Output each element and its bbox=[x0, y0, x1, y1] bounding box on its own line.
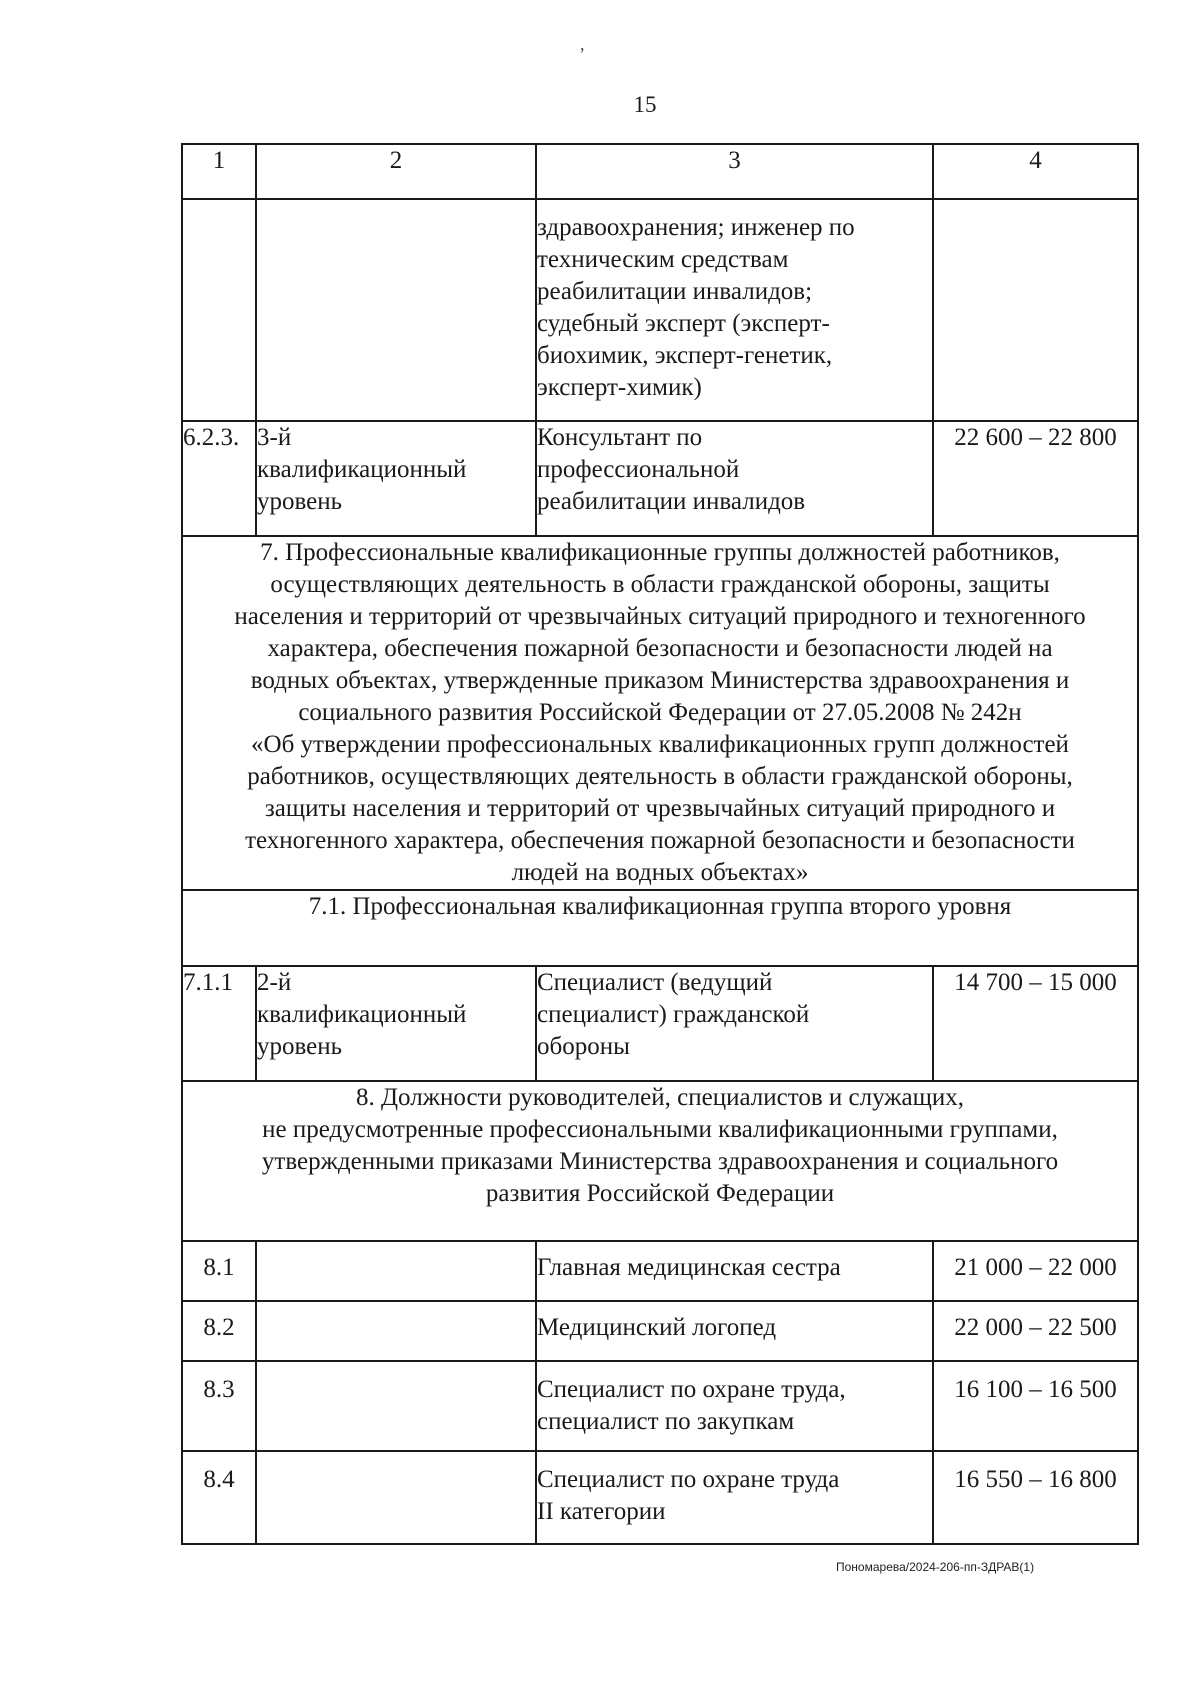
empty-cell bbox=[182, 199, 256, 421]
table-header-row bbox=[182, 144, 1138, 199]
item-number: 8.1 bbox=[182, 1241, 256, 1301]
empty-cell bbox=[256, 1361, 536, 1451]
empty-cell bbox=[256, 199, 536, 421]
position-cell: Специалист (ведущий специалист) гражданской обороны bbox=[536, 966, 933, 1081]
position-cell: Специалист по охране труда II категории bbox=[536, 1451, 933, 1544]
section-row bbox=[182, 890, 1138, 966]
empty-cell bbox=[256, 1451, 536, 1544]
scan-mark: , bbox=[580, 34, 585, 54]
position-cell: Медицинский логопед bbox=[536, 1301, 933, 1361]
empty-cell bbox=[933, 199, 1138, 421]
header-cell-1: 1 bbox=[182, 144, 256, 199]
section-7-heading: 7. Профессиональные квалификационные группы должностей работников, осуществляющих деятельность в области гражданской обороны, защиты населения и территорий от чрезвычайных ситуаций природного и техногенного характера, обеспечения пожарной безопасности и безопасности людей на водных объектах, утвержденные приказом Министерства здравоохранения и социального развития Российской Федерации от 27.05.2008 № 242н «Об утверждении профессиональных квалификационных групп должностей работников, осуществляющих деятельность в области гражданской обороны, защиты населения и территорий от чрезвычайных ситуаций природного и техногенного характера, обеспечения пожарной безопасности и безопасности людей на водных объектах» bbox=[182, 536, 1138, 890]
salary-table bbox=[181, 143, 1139, 1545]
salary-range: 21 000 – 22 000 bbox=[933, 1241, 1138, 1301]
salary-range: 14 700 – 15 000 bbox=[933, 966, 1138, 1081]
item-number: 8.2 bbox=[182, 1301, 256, 1361]
salary-range: 22 600 – 22 800 bbox=[933, 421, 1138, 536]
section-row bbox=[182, 536, 1138, 890]
empty-cell bbox=[256, 1241, 536, 1301]
header-cell-3: 3 bbox=[536, 144, 933, 199]
table-row bbox=[182, 1241, 1138, 1301]
empty-cell bbox=[256, 1301, 536, 1361]
position-cell: здравоохранения; инженер по техническим средствам реабилитации инвалидов; судебный эксперт (эксперт- биохимик, эксперт-генетик, эксперт-химик) bbox=[536, 199, 933, 421]
document-reference: Пономарева/2024-206-пп-ЗДРАВ(1) bbox=[836, 1560, 1035, 1574]
table-row bbox=[182, 1361, 1138, 1451]
table-row bbox=[182, 1451, 1138, 1544]
position-cell: Главная медицинская сестра bbox=[536, 1241, 933, 1301]
section-row bbox=[182, 1081, 1138, 1241]
table-row bbox=[182, 421, 1138, 536]
item-number: 7.1.1 bbox=[182, 966, 256, 1081]
salary-range: 16 550 – 16 800 bbox=[933, 1451, 1138, 1544]
header-cell-4: 4 bbox=[933, 144, 1138, 199]
salary-range: 16 100 – 16 500 bbox=[933, 1361, 1138, 1451]
table-row bbox=[182, 199, 1138, 421]
table-row bbox=[182, 1301, 1138, 1361]
item-number: 8.3 bbox=[182, 1361, 256, 1451]
section-8-heading: 8. Должности руководителей, специалистов и служащих, не предусмотренные профессиональными квалификационными группами, утвержденными приказами Министерства здравоохранения и социального развития Российской Федерации bbox=[182, 1081, 1138, 1241]
salary-range: 22 000 – 22 500 bbox=[933, 1301, 1138, 1361]
item-number: 6.2.3. bbox=[182, 421, 256, 536]
qualification-level: 2-й квалификационный уровень bbox=[256, 966, 536, 1081]
qualification-level: 3-й квалификационный уровень bbox=[256, 421, 536, 536]
position-cell: Специалист по охране труда, специалист по закупкам bbox=[536, 1361, 933, 1451]
item-number: 8.4 bbox=[182, 1451, 256, 1544]
header-cell-2: 2 bbox=[256, 144, 536, 199]
section-7-1-heading: 7.1. Профессиональная квалификационная группа второго уровня bbox=[182, 890, 1138, 966]
table-row bbox=[182, 966, 1138, 1081]
position-cell: Консультант по профессиональной реабилитации инвалидов bbox=[536, 421, 933, 536]
page-number: 15 bbox=[633, 92, 657, 117]
